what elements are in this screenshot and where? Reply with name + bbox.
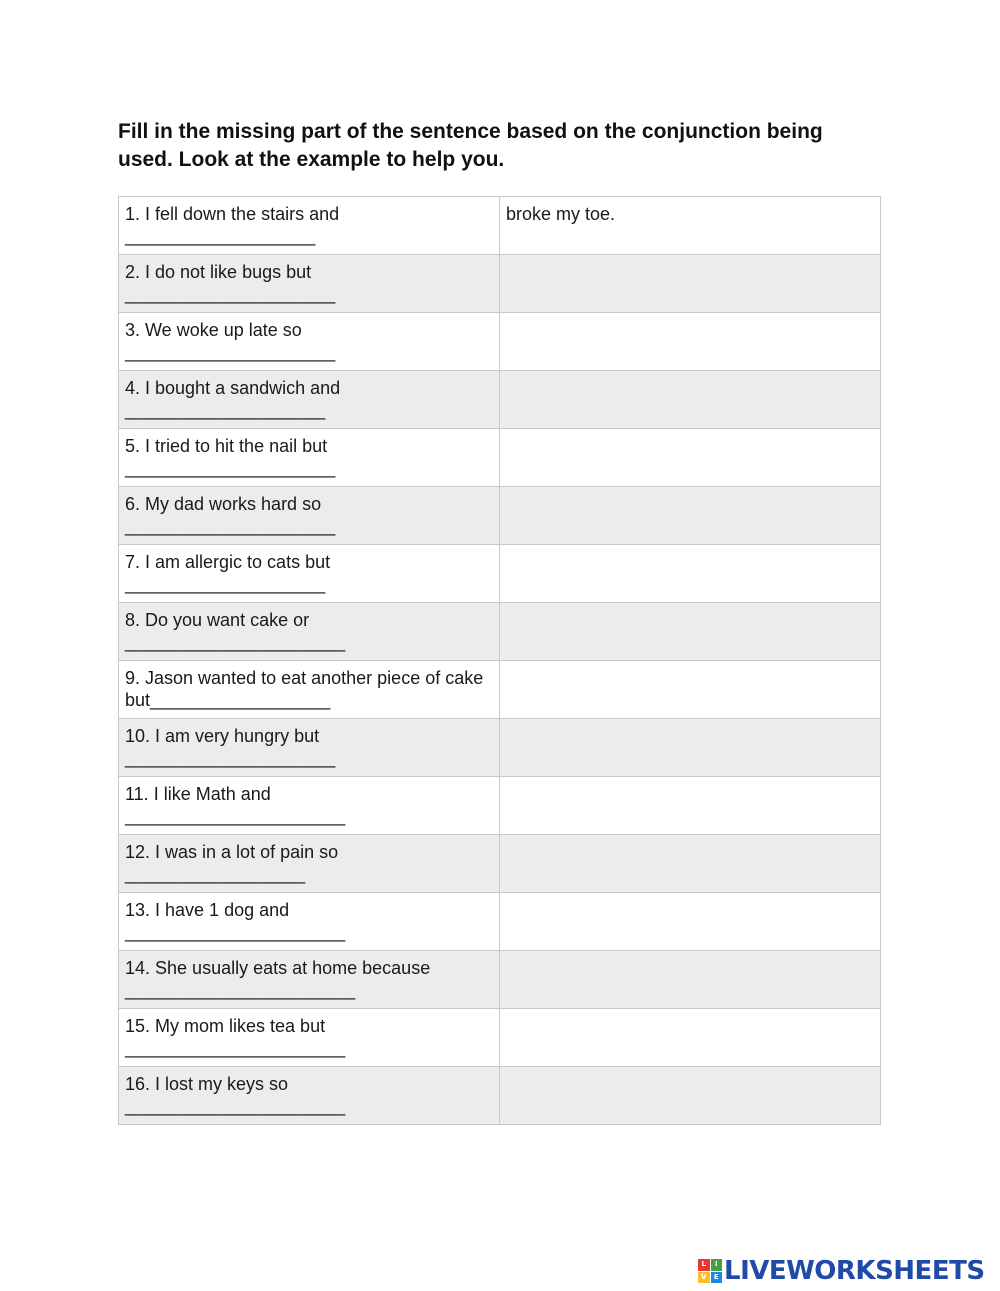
- question-cell: 5. I tried to hit the nail but _____________________: [119, 429, 500, 487]
- table-row: [119, 661, 881, 719]
- question-cell: 6. My dad works hard so _____________________: [119, 487, 500, 545]
- answer-cell[interactable]: [500, 1067, 881, 1125]
- answer-cell[interactable]: [500, 603, 881, 661]
- table-row: [119, 313, 881, 371]
- answer-cell[interactable]: [500, 429, 881, 487]
- table-row: [119, 603, 881, 661]
- question-cell: 12. I was in a lot of pain so __________________: [119, 835, 500, 893]
- logo-letter: I: [711, 1259, 723, 1271]
- answer-cell[interactable]: [500, 371, 881, 429]
- table-row: [119, 893, 881, 951]
- table-row: [119, 719, 881, 777]
- answer-cell[interactable]: [500, 951, 881, 1009]
- question-cell: 9. Jason wanted to eat another piece of cake but__________________: [119, 661, 500, 719]
- liveworksheets-logo-icon: [698, 1259, 722, 1283]
- question-cell: 15. My mom likes tea but ______________________: [119, 1009, 500, 1067]
- question-cell: 1. I fell down the stairs and ___________________: [119, 197, 500, 255]
- answer-cell[interactable]: [500, 545, 881, 603]
- question-cell: 4. I bought a sandwich and ____________________: [119, 371, 500, 429]
- question-cell: 10. I am very hungry but _____________________: [119, 719, 500, 777]
- answer-cell[interactable]: [500, 1009, 881, 1067]
- question-cell: 3. We woke up late so _____________________: [119, 313, 500, 371]
- question-cell: 13. I have 1 dog and ______________________: [119, 893, 500, 951]
- answer-cell[interactable]: [500, 255, 881, 313]
- instructions-heading: Fill in the missing part of the sentence based on the conjunction being used. Look at the example to help you.: [118, 120, 823, 171]
- table-row: [119, 1067, 881, 1125]
- table-row: [119, 429, 881, 487]
- question-cell: 11. I like Math and ______________________: [119, 777, 500, 835]
- answer-cell[interactable]: [500, 777, 881, 835]
- table-row: [119, 545, 881, 603]
- answer-cell[interactable]: [500, 719, 881, 777]
- logo-text: LIVEWORKSHEETS: [724, 1256, 985, 1286]
- liveworksheets-logo: [698, 1255, 985, 1287]
- question-cell: 2. I do not like bugs but _____________________: [119, 255, 500, 313]
- table-row: [119, 197, 881, 255]
- answer-cell[interactable]: [500, 893, 881, 951]
- question-cell: 7. I am allergic to cats but ____________________: [119, 545, 500, 603]
- logo-letter: L: [698, 1259, 710, 1271]
- answer-cell[interactable]: broke my toe.: [500, 197, 881, 255]
- table-row: [119, 835, 881, 893]
- answer-cell[interactable]: [500, 313, 881, 371]
- table-row: [119, 777, 881, 835]
- question-cell: 8. Do you want cake or ______________________: [119, 603, 500, 661]
- answer-cell[interactable]: [500, 487, 881, 545]
- table-row: [119, 1009, 881, 1067]
- question-cell: 16. I lost my keys so ______________________: [119, 1067, 500, 1125]
- table-row: [119, 371, 881, 429]
- question-cell: 14. She usually eats at home because _______________________: [119, 951, 500, 1009]
- table-row: [119, 951, 881, 1009]
- answer-cell[interactable]: [500, 661, 881, 719]
- answer-cell[interactable]: [500, 835, 881, 893]
- logo-letter: E: [711, 1272, 723, 1284]
- worksheet-table: [118, 196, 881, 1125]
- logo-letter: V: [698, 1272, 710, 1284]
- table-row: [119, 487, 881, 545]
- table-row: [119, 255, 881, 313]
